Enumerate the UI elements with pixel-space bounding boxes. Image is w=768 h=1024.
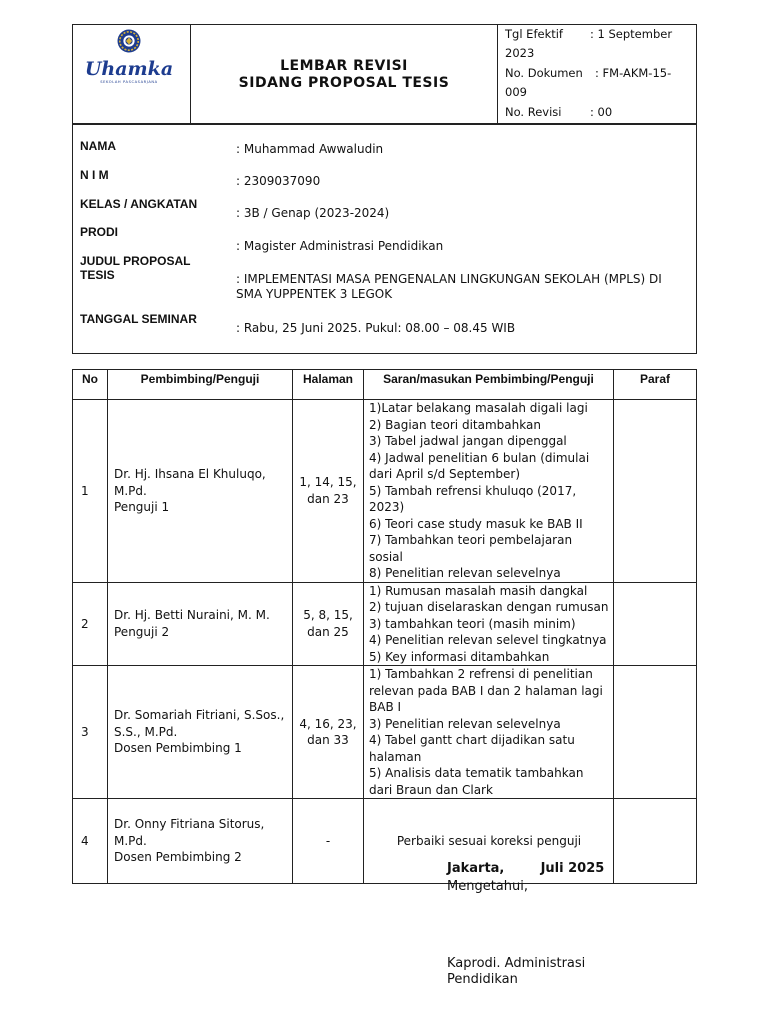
note-item: 3) Penelitian relevan selevelnya (369, 716, 561, 731)
examiner-name-cont: M.Pd. (114, 833, 147, 848)
pages-value: 1, 14, 15, (299, 475, 357, 490)
judul-value: : IMPLEMENTASI MASA PENGENALAN LINGKUNGAN SEKOLAH (MPLS) DI SMA YUPPENTEK 3 LEGOK (236, 272, 662, 301)
examiner-name-cont: S.S., M.Pd. (114, 724, 178, 739)
judul-label-line-2: TESIS (80, 268, 115, 282)
pages-cell (293, 400, 364, 583)
notes-cell (364, 582, 614, 666)
header-paraf: Paraf (614, 370, 697, 400)
note-item: 4) Jadwal penelitian 6 bulan (dimulai dari April s/d September) (369, 450, 590, 481)
meta-document-number-label: No. Dokumen (505, 65, 583, 80)
meta-document-number-value: : FM-AKM-15- (595, 65, 672, 80)
pages-cell (293, 666, 364, 799)
logo-wordmark: Uhamka (84, 58, 174, 80)
place-date: Jakarta, Juli 2025 (447, 861, 605, 876)
meta-revision-label: No. Revisi (505, 104, 562, 119)
row-number: 3 (73, 666, 108, 799)
examiner-cell (108, 666, 293, 799)
document-title (191, 25, 498, 124)
examiner-name: Dr. Hj. Betti Nuraini, M. M. (114, 608, 270, 623)
nim-label: N I M (80, 168, 109, 182)
acknowledged-label: Mengetahui, (447, 879, 528, 894)
logo-cell (73, 25, 191, 124)
examiner-role: Dosen Pembimbing 2 (114, 850, 242, 865)
examiner-name: Dr. Hj. Ihsana El Khuluqo, (114, 467, 266, 481)
university-logo (73, 25, 191, 124)
examiner-name: Dr. Onny Fitriana Sitorus, (114, 817, 265, 832)
document-header (72, 24, 697, 125)
pages-cell (293, 582, 364, 666)
title-line-2: SIDANG PROPOSAL TESIS (238, 74, 450, 91)
pages-value: 4, 16, 23, (299, 716, 357, 731)
kelas-value: : 3B / Genap (2023-2024) (236, 206, 390, 220)
meta-document-number-cont: 009 (505, 85, 527, 100)
examiner-cell (108, 582, 293, 666)
table-row (73, 666, 697, 799)
approver-role: Kaprodi. Administrasi Pendidikan (447, 956, 586, 987)
judul-label-line-1: JUDUL PROPOSAL (80, 254, 191, 268)
meta-document-number (505, 64, 696, 83)
examiner-cell (108, 400, 293, 583)
note-item: 4) Penelitian relevan selevel tingkatnya (369, 633, 607, 647)
examiner-role: Dosen Pembimbing 1 (114, 741, 242, 756)
nama-value: : Muhammad Awwaludin (236, 142, 384, 156)
prodi-value: : Magister Administrasi Pendidikan (236, 239, 444, 253)
prodi-label: PRODI (80, 225, 119, 239)
note-item: 3) Tabel jadwal jangan dipenggal (369, 434, 567, 448)
table-header-row (73, 370, 697, 400)
header-saran: Saran/masukan Pembimbing/Penguji (364, 370, 614, 400)
note-item: 2) tujuan diselaraskan dengan rumusan (369, 600, 609, 614)
logo-subtext: SEKOLAH PASCASARJANA (100, 80, 158, 84)
tanggal-label: TANGGAL SEMINAR (80, 312, 197, 326)
table-row (73, 400, 697, 583)
meta-revision-value: : 00 (590, 104, 613, 119)
note-item: 7) Tambahkan teori pembelajaran sosial (369, 533, 573, 564)
tanggal-value: : Rabu, 25 Juni 2025. Pukul: 08.00 – 08.45 WIB (236, 321, 516, 335)
note-item: 6) Teori case study masuk ke BAB II (369, 516, 583, 531)
meta-effective-date-label: Tgl Efektif (505, 27, 563, 41)
row-number: 2 (73, 582, 108, 666)
emblem-icon (118, 30, 141, 53)
signature-cell (614, 400, 697, 583)
pages-value: - (325, 833, 331, 848)
note-item: 1) Rumusan masalah masih dangkal (369, 583, 588, 598)
note-item: 3) tambahkan teori (masih minim) (369, 616, 576, 631)
pages-cell (293, 799, 364, 884)
note-item: 5) Key informasi ditambahkan (369, 649, 550, 664)
examiner-name-cont: M.Pd. (114, 483, 147, 498)
table-row (73, 582, 697, 666)
kelas-label: KELAS / ANGKATAN (80, 197, 198, 211)
notes-cell (364, 666, 614, 799)
nama-label: NAMA (80, 139, 116, 153)
nim-value: : 2309037090 (236, 174, 321, 188)
note-item: 4) Tabel gantt chart dijadikan satu halaman (369, 733, 575, 764)
pages-value-cont: dan 23 (307, 491, 349, 506)
pages-value-cont: dan 33 (307, 733, 349, 747)
pages-value: 5, 8, 15, (303, 608, 353, 623)
meta-effective-date (505, 25, 696, 44)
header-pembimbing: Pembimbing/Penguji (108, 370, 293, 400)
meta-effective-date-cont: 2023 (505, 46, 535, 61)
note-item: Perbaiki sesuai koreksi penguji (396, 833, 582, 848)
header-halaman: Halaman (293, 370, 364, 400)
pages-value-cont: dan 25 (307, 624, 349, 639)
note-item: 1) Tambahkan 2 refrensi di penelitian relevan pada BAB I dan 2 halaman lagi BAB I (369, 667, 603, 714)
note-item: 5) Tambah refrensi khuluqo (2017, 2023) (369, 483, 577, 514)
examiner-role: Penguji 2 (114, 624, 170, 639)
meta-revision (505, 103, 696, 122)
notes-cell (364, 400, 614, 583)
note-item: 2) Bagian teori ditambahkan (369, 417, 541, 432)
document-meta (498, 25, 696, 124)
meta-effective-date-value: : 1 September (590, 27, 673, 41)
note-item: 8) Penelitian relevan selevelnya (369, 566, 561, 580)
row-number: 4 (73, 799, 108, 884)
note-item: 1)Latar belakang masalah digali lagi (369, 401, 588, 415)
examiner-role: Penguji 1 (114, 500, 170, 514)
examiner-name: Dr. Somariah Fitriani, S.Sos., (114, 708, 285, 723)
signature-cell (614, 582, 697, 666)
note-item: 5) Analisis data tematik tambahkan dari Braun dan Clark (369, 766, 584, 797)
row-number: 1 (73, 400, 108, 583)
student-identity (72, 124, 697, 354)
revision-table (72, 369, 697, 884)
examiner-cell (108, 799, 293, 884)
title-line-1: LEMBAR REVISI (280, 57, 408, 74)
signature-cell (614, 666, 697, 799)
signature-cell (614, 799, 697, 884)
header-no: No (73, 370, 108, 400)
